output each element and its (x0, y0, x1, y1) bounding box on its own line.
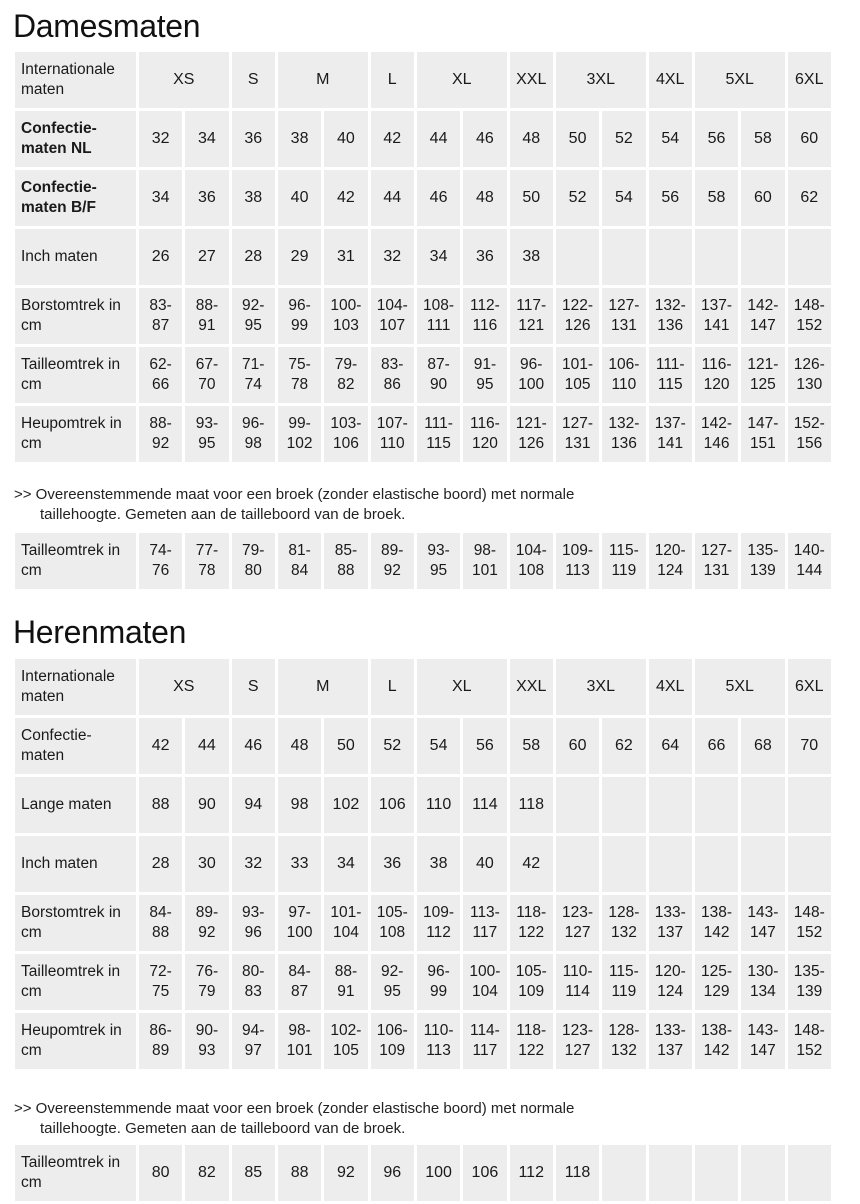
dames-cell: 127- 131 (695, 533, 738, 589)
dames-cell: 34 (417, 229, 460, 285)
dames-size-table (12, 49, 834, 465)
heren-cell: 44 (185, 718, 228, 774)
dames-cell: 101- 105 (556, 347, 599, 403)
dames-note-line2: taillehoogte. Gemeten aan de tailleboord van de broek. (40, 506, 406, 523)
dames-row (15, 288, 831, 344)
heren-cell: 125- 129 (695, 954, 738, 1010)
dames-cell (649, 229, 692, 285)
dames-row-label: Heupomtrek in cm (15, 406, 136, 462)
heren-cell: 100 (417, 1145, 460, 1201)
heren-row-label: Confectie- maten (15, 718, 136, 774)
dames-cell: 34 (185, 111, 228, 167)
dames-cell: 58 (695, 170, 738, 226)
heren-cell (695, 777, 738, 833)
heren-cell: 93- 96 (232, 895, 275, 951)
heren-cell: 110 (417, 777, 460, 833)
dames-cell: 87- 90 (417, 347, 460, 403)
dames-cell: 48 (510, 111, 553, 167)
dames-cell: 36 (185, 170, 228, 226)
dames-cell: 120- 124 (649, 533, 692, 589)
heren-cell: 76- 79 (185, 954, 228, 1010)
dames-cell: 52 (556, 170, 599, 226)
heren-cell: 82 (185, 1145, 228, 1201)
dames-cell: 54 (602, 170, 645, 226)
heren-cell: 148- 152 (788, 895, 831, 951)
heren-cell: 80 (139, 1145, 182, 1201)
dames-size-l: L (371, 52, 414, 108)
heren-cell (602, 1145, 645, 1201)
dames-cell: 54 (649, 111, 692, 167)
heren-cell: 133- 137 (649, 1013, 692, 1069)
heren-size-xl: XL (417, 659, 507, 715)
heren-cell: 42 (139, 718, 182, 774)
dames-cell: 132- 136 (649, 288, 692, 344)
heren-cell: 62 (602, 718, 645, 774)
dames-cell: 121- 126 (510, 406, 553, 462)
heren-cell: 32 (232, 836, 275, 892)
dames-cell: 98- 101 (463, 533, 506, 589)
heren-cell (788, 777, 831, 833)
heren-cell: 105- 109 (510, 954, 553, 1010)
dames-cell: 32 (371, 229, 414, 285)
heren-cell: 98 (278, 777, 321, 833)
dames-size-m: M (278, 52, 368, 108)
dames-row-label: Inch maten (15, 229, 136, 285)
heren-title: Herenmaten (13, 614, 187, 650)
dames-cell: 116- 120 (695, 347, 738, 403)
dames-cell: 112- 116 (463, 288, 506, 344)
heren-cell: 58 (510, 718, 553, 774)
dames-cell: 126- 130 (788, 347, 831, 403)
dames-cell: 137- 141 (695, 288, 738, 344)
heren-cell: 96 (371, 1145, 414, 1201)
dames-cell: 79- 82 (324, 347, 367, 403)
dames-cell: 56 (649, 170, 692, 226)
dames-cell: 108- 111 (417, 288, 460, 344)
heren-cell: 84- 88 (139, 895, 182, 951)
dames-size-5xl: 5XL (695, 52, 785, 108)
heren-cell: 30 (185, 836, 228, 892)
heren-header-row (15, 659, 831, 715)
heren-cell: 42 (510, 836, 553, 892)
dames-cell: 62 (788, 170, 831, 226)
heren-row-label: Heupomtrek in cm (15, 1013, 136, 1069)
dames-cell: 127- 131 (602, 288, 645, 344)
heren-cell: 88 (139, 777, 182, 833)
dames-cell: 83- 87 (139, 288, 182, 344)
dames-cell: 77- 78 (185, 533, 228, 589)
heren-cell: 143- 147 (741, 1013, 784, 1069)
dames-row (15, 406, 831, 462)
heren-row-label: Tailleomtrek in cm (15, 954, 136, 1010)
dames-row-label: Confectie- maten NL (15, 111, 136, 167)
heren-cell: 135- 139 (788, 954, 831, 1010)
heren-cell: 94 (232, 777, 275, 833)
dames-cell: 93- 95 (185, 406, 228, 462)
dames-cell: 122- 126 (556, 288, 599, 344)
dames-cell: 62- 66 (139, 347, 182, 403)
dames-cell (788, 229, 831, 285)
heren-cell: 138- 142 (695, 1013, 738, 1069)
heren-cell: 50 (324, 718, 367, 774)
dames-cell: 83- 86 (371, 347, 414, 403)
heren-cell: 48 (278, 718, 321, 774)
dames-cell: 44 (417, 111, 460, 167)
heren-cell: 118- 122 (510, 895, 553, 951)
dames-cell: 117- 121 (510, 288, 553, 344)
dames-cell: 99- 102 (278, 406, 321, 462)
dames-cell: 67- 70 (185, 347, 228, 403)
heren-cell (649, 777, 692, 833)
heren-cell: 106- 109 (371, 1013, 414, 1069)
heren-row (15, 836, 831, 892)
dames-size-6xl: 6XL (788, 52, 831, 108)
heren-cell: 52 (371, 718, 414, 774)
heren-cell: 123- 127 (556, 1013, 599, 1069)
heren-cell: 90- 93 (185, 1013, 228, 1069)
dames-title: Damesmaten (13, 8, 201, 44)
heren-cell: 100- 104 (463, 954, 506, 1010)
heren-row (15, 895, 831, 951)
dames-cell: 74- 76 (139, 533, 182, 589)
dames-size-xl: XL (417, 52, 507, 108)
heren-trouser-table (12, 1142, 834, 1204)
dames-row (15, 229, 831, 285)
heren-cell: 64 (649, 718, 692, 774)
heren-cell: 110- 114 (556, 954, 599, 1010)
dames-cell: 26 (139, 229, 182, 285)
dames-cell: 148- 152 (788, 288, 831, 344)
heren-row-label: Borstomtrek in cm (15, 895, 136, 951)
dames-cell: 116- 120 (463, 406, 506, 462)
heren-cell: 109- 112 (417, 895, 460, 951)
dames-cell: 56 (695, 111, 738, 167)
dames-cell: 50 (510, 170, 553, 226)
heren-cell (649, 1145, 692, 1201)
heren-cell: 102 (324, 777, 367, 833)
dames-cell (741, 229, 784, 285)
dames-cell: 42 (371, 111, 414, 167)
dames-size-xs: XS (139, 52, 229, 108)
dames-cell (556, 229, 599, 285)
dames-cell: 40 (324, 111, 367, 167)
heren-cell (602, 836, 645, 892)
dames-size-xxl: XXL (510, 52, 553, 108)
dames-cell: 147- 151 (741, 406, 784, 462)
dames-row (15, 533, 831, 589)
heren-cell: 120- 124 (649, 954, 692, 1010)
heren-cell (556, 836, 599, 892)
dames-cell: 29 (278, 229, 321, 285)
heren-cell: 36 (371, 836, 414, 892)
dames-cell: 96- 100 (510, 347, 553, 403)
dames-cell: 46 (463, 111, 506, 167)
heren-cell: 38 (417, 836, 460, 892)
heren-cell: 105- 108 (371, 895, 414, 951)
dames-row (15, 111, 831, 167)
dames-cell: 88- 91 (185, 288, 228, 344)
heren-cell: 130- 134 (741, 954, 784, 1010)
heren-row (15, 777, 831, 833)
dames-row (15, 170, 831, 226)
dames-header-label: Internationale maten (15, 52, 136, 108)
heren-cell: 28 (139, 836, 182, 892)
heren-cell: 110- 113 (417, 1013, 460, 1069)
heren-cell: 92- 95 (371, 954, 414, 1010)
heren-cell: 118 (556, 1145, 599, 1201)
heren-cell: 118 (510, 777, 553, 833)
heren-cell: 123- 127 (556, 895, 599, 951)
heren-cell: 60 (556, 718, 599, 774)
dames-cell: 31 (324, 229, 367, 285)
dames-cell: 115- 119 (602, 533, 645, 589)
heren-cell: 88 (278, 1145, 321, 1201)
heren-size-4xl: 4XL (649, 659, 692, 715)
dames-cell: 93- 95 (417, 533, 460, 589)
dames-cell: 85- 88 (324, 533, 367, 589)
dames-cell: 96- 98 (232, 406, 275, 462)
dames-header-row (15, 52, 831, 108)
heren-cell: 114- 117 (463, 1013, 506, 1069)
heren-cell: 106 (371, 777, 414, 833)
dames-cell: 132- 136 (602, 406, 645, 462)
dames-cell: 79- 80 (232, 533, 275, 589)
heren-cell: 40 (463, 836, 506, 892)
dames-row-label: Borstomtrek in cm (15, 288, 136, 344)
dames-cell: 142- 147 (741, 288, 784, 344)
dames-size-4xl: 4XL (649, 52, 692, 108)
dames-cell: 152- 156 (788, 406, 831, 462)
heren-cell: 102- 105 (324, 1013, 367, 1069)
heren-size-xs: XS (139, 659, 229, 715)
heren-cell: 85 (232, 1145, 275, 1201)
heren-row (15, 954, 831, 1010)
heren-cell (788, 1145, 831, 1201)
heren-size-xxl: XXL (510, 659, 553, 715)
heren-cell: 56 (463, 718, 506, 774)
heren-cell: 114 (463, 777, 506, 833)
dames-cell: 58 (741, 111, 784, 167)
dames-cell: 106- 110 (602, 347, 645, 403)
heren-cell (695, 836, 738, 892)
heren-cell: 112 (510, 1145, 553, 1201)
dames-cell: 27 (185, 229, 228, 285)
dames-cell: 75- 78 (278, 347, 321, 403)
heren-cell (602, 777, 645, 833)
heren-size-m: M (278, 659, 368, 715)
dames-cell: 137- 141 (649, 406, 692, 462)
dames-cell (695, 229, 738, 285)
heren-cell (741, 1145, 784, 1201)
dames-cell: 111- 115 (417, 406, 460, 462)
dames-cell: 103- 106 (324, 406, 367, 462)
heren-cell (741, 777, 784, 833)
dames-cell: 60 (741, 170, 784, 226)
heren-cell: 98- 101 (278, 1013, 321, 1069)
heren-size-5xl: 5XL (695, 659, 785, 715)
heren-cell: 89- 92 (185, 895, 228, 951)
heren-row (15, 1013, 831, 1069)
dames-cell: 104- 108 (510, 533, 553, 589)
dames-cell: 92- 95 (232, 288, 275, 344)
dames-cell: 135- 139 (741, 533, 784, 589)
dames-cell: 81- 84 (278, 533, 321, 589)
heren-cell: 72- 75 (139, 954, 182, 1010)
heren-cell: 94- 97 (232, 1013, 275, 1069)
heren-note-line2: taillehoogte. Gemeten aan de tailleboord van de broek. (40, 1120, 406, 1137)
heren-cell: 84- 87 (278, 954, 321, 1010)
heren-header-label: Internationale maten (15, 659, 136, 715)
heren-size-3xl: 3XL (556, 659, 646, 715)
dames-cell: 142- 146 (695, 406, 738, 462)
dames-cell: 121- 125 (741, 347, 784, 403)
heren-cell: 113- 117 (463, 895, 506, 951)
heren-cell: 115- 119 (602, 954, 645, 1010)
heren-row-label: Tailleomtrek in cm (15, 1145, 136, 1201)
dames-cell: 100- 103 (324, 288, 367, 344)
dames-cell: 38 (232, 170, 275, 226)
dames-cell: 36 (463, 229, 506, 285)
dames-cell: 36 (232, 111, 275, 167)
heren-size-l: L (371, 659, 414, 715)
heren-size-6xl: 6XL (788, 659, 831, 715)
heren-cell: 128- 132 (602, 1013, 645, 1069)
heren-cell (649, 836, 692, 892)
dames-cell: 91- 95 (463, 347, 506, 403)
heren-cell: 80- 83 (232, 954, 275, 1010)
heren-cell: 128- 132 (602, 895, 645, 951)
heren-cell: 138- 142 (695, 895, 738, 951)
heren-cell: 86- 89 (139, 1013, 182, 1069)
dames-cell: 52 (602, 111, 645, 167)
dames-trouser-table (12, 530, 834, 592)
dames-row-label: Confectie- maten B/F (15, 170, 136, 226)
heren-cell: 148- 152 (788, 1013, 831, 1069)
heren-size-s: S (232, 659, 275, 715)
heren-size-table (12, 656, 834, 1072)
dames-cell: 38 (278, 111, 321, 167)
heren-cell: 97- 100 (278, 895, 321, 951)
dames-cell: 104- 107 (371, 288, 414, 344)
heren-cell: 66 (695, 718, 738, 774)
dames-row (15, 347, 831, 403)
dames-cell: 89- 92 (371, 533, 414, 589)
heren-row-label: Lange maten (15, 777, 136, 833)
heren-cell: 70 (788, 718, 831, 774)
dames-cell: 127- 131 (556, 406, 599, 462)
dames-cell: 32 (139, 111, 182, 167)
dames-cell: 34 (139, 170, 182, 226)
heren-cell: 90 (185, 777, 228, 833)
dames-cell (602, 229, 645, 285)
dames-cell: 109- 113 (556, 533, 599, 589)
heren-cell: 96- 99 (417, 954, 460, 1010)
heren-cell: 118- 122 (510, 1013, 553, 1069)
dames-cell: 46 (417, 170, 460, 226)
heren-cell (741, 836, 784, 892)
heren-cell: 106 (463, 1145, 506, 1201)
heren-cell (556, 777, 599, 833)
heren-row (15, 1145, 831, 1201)
heren-cell: 68 (741, 718, 784, 774)
heren-cell: 34 (324, 836, 367, 892)
heren-cell: 88- 91 (324, 954, 367, 1010)
dames-row-label: Tailleomtrek in cm (15, 347, 136, 403)
dames-size-s: S (232, 52, 275, 108)
heren-note-line1: >> Overeenstemmende maat voor een broek (zonder elastische boord) met normale (14, 1100, 575, 1117)
dames-cell: 40 (278, 170, 321, 226)
heren-cell: 33 (278, 836, 321, 892)
heren-row-label: Inch maten (15, 836, 136, 892)
heren-cell: 46 (232, 718, 275, 774)
dames-cell: 48 (463, 170, 506, 226)
dames-cell: 88- 92 (139, 406, 182, 462)
heren-trouser-note (14, 1099, 814, 1139)
heren-cell: 101- 104 (324, 895, 367, 951)
dames-trouser-note (14, 485, 814, 525)
heren-cell: 143- 147 (741, 895, 784, 951)
heren-cell: 54 (417, 718, 460, 774)
dames-cell: 107- 110 (371, 406, 414, 462)
dames-cell: 140- 144 (788, 533, 831, 589)
dames-cell: 42 (324, 170, 367, 226)
dames-cell: 38 (510, 229, 553, 285)
dames-cell: 44 (371, 170, 414, 226)
dames-cell: 50 (556, 111, 599, 167)
heren-row (15, 718, 831, 774)
dames-cell: 28 (232, 229, 275, 285)
heren-cell: 133- 137 (649, 895, 692, 951)
dames-row-label: Tailleomtrek in cm (15, 533, 136, 589)
heren-cell (695, 1145, 738, 1201)
dames-note-line1: >> Overeenstemmende maat voor een broek (zonder elastische boord) met normale (14, 486, 575, 503)
dames-cell: 71- 74 (232, 347, 275, 403)
dames-cell: 111- 115 (649, 347, 692, 403)
heren-cell (788, 836, 831, 892)
heren-cell: 92 (324, 1145, 367, 1201)
dames-cell: 96- 99 (278, 288, 321, 344)
dames-cell: 60 (788, 111, 831, 167)
dames-size-3xl: 3XL (556, 52, 646, 108)
